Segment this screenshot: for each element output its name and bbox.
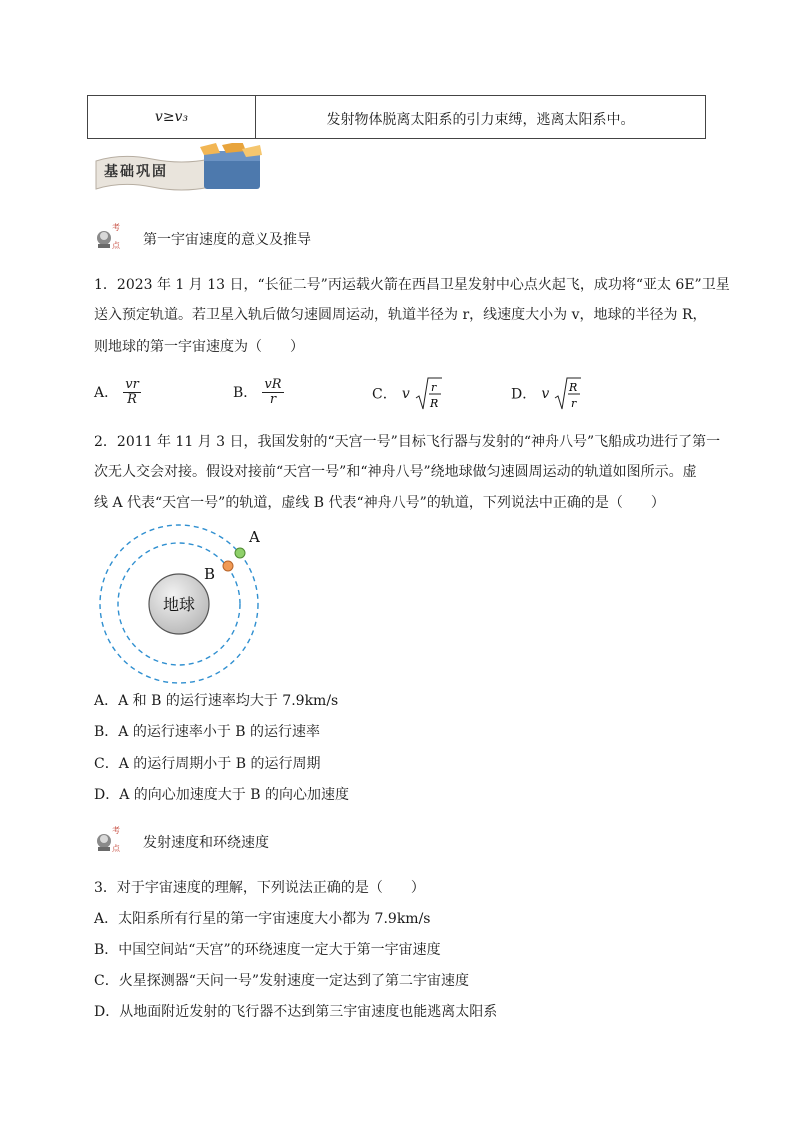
q2-option-d[interactable]: D．A 的向心加速度大于 B 的向心加速度 [94,787,349,803]
section-title-launch-orbit-velocity: 发射速度和环绕速度 [143,835,269,851]
svg-text:r: r [430,381,437,394]
svg-text:R: R [429,397,439,410]
option-b-fraction: $\frac{vR}{r}$ [264,377,282,407]
q1-option-d[interactable]: D． v R r [511,376,582,412]
earth-label: 地球 [162,595,196,614]
q1-line1: 1．2023 年 1 月 13 日，“长征二号”丙运载火箭在西昌卫星发射中心点火起飞，成功将“亚太 6E”卫星 [94,277,730,293]
q3-stem: 3．对于宇宙速度的理解，下列说法正确的是（ ） [94,880,425,896]
q2-line2: 次无人交会对接。假设对接前“天宫一号”和“神舟八号”绕地球做匀速圆周运动的轨道如图所示。虚 [94,464,697,480]
option-c-sqrt [415,376,443,412]
consolidation-banner [92,143,270,193]
exam-point-icon [94,218,124,254]
q3-option-b[interactable]: B．中国空间站“天宫”的环绕速度一定大于第一宇宙速度 [94,942,441,958]
q2-option-c[interactable]: C．A 的运行周期小于 B 的运行周期 [94,756,321,772]
exam-point-icon [94,821,124,857]
topic-icon [94,218,124,258]
q3-option-c[interactable]: C．火星探测器“天问一号”发射速度一定达到了第二宇宙速度 [94,973,470,989]
description-cell: 发射物体脱离太阳系的引力束缚，逃离太阳系中。 [326,112,635,128]
svg-text:考: 考 [112,223,120,232]
svg-text:点: 点 [112,844,120,853]
satellite-b [223,561,233,571]
q3-option-d[interactable]: D．从地面附近发射的飞行器不达到第三宇宙速度也能逃离太阳系 [94,1004,498,1020]
orbit-diagram [94,524,266,684]
sqrt-sign-d [554,376,582,412]
q1-option-c[interactable]: C． v r R [372,376,443,412]
banner-text: 基础巩固 [104,164,168,180]
q2-line1: 2．2011 年 11 月 3 日，我国发射的“天宫一号”目标飞行器与发射的“神舟八号”飞船成功进行了第一 [94,434,721,450]
option-a-fraction: $\frac{vr}{R}$ [125,377,139,407]
label-a: A [249,528,260,546]
satellite-a [235,548,245,558]
svg-text:考: 考 [112,826,120,835]
svg-text:点: 点 [112,241,120,250]
q1-line3: 则地球的第一宇宙速度为（ ） [94,339,304,355]
q1-line2: 送入预定轨道。若卫星入轨后做匀速圆周运动，轨道半径为 r，线速度大小为 v，地球的半径为 R， [94,307,707,323]
q2-option-b[interactable]: B．A 的运行速率小于 B 的运行速率 [94,724,321,740]
label-b: B [204,565,216,583]
option-d-sqrt [554,376,582,412]
topic-icon-2 [94,821,124,861]
condition-cell: v≥v₃ [154,109,189,125]
q1-option-b[interactable]: B． $\frac{vR}{r}$ [233,377,282,407]
sqrt-sign-c [415,376,443,412]
section-title-first-cosmic-velocity: 第一宇宙速度的意义及推导 [143,232,311,248]
q2-line3: 线 A 代表“天宫一号”的轨道，虚线 B 代表“神舟八号”的轨道，下列说法中正确的是（ ） [94,495,665,511]
q2-option-a[interactable]: A．A 和 B 的运行速率均大于 7.9km/s [94,693,339,709]
q3-option-a[interactable]: A．太阳系所有行星的第一宇宙速度大小都为 7.9km/s [94,911,431,927]
speed-table-row [87,95,706,139]
svg-text:r: r [571,397,577,410]
svg-text:R: R [569,381,578,394]
q1-option-a[interactable]: A． $\frac{vr}{R}$ [94,377,139,407]
